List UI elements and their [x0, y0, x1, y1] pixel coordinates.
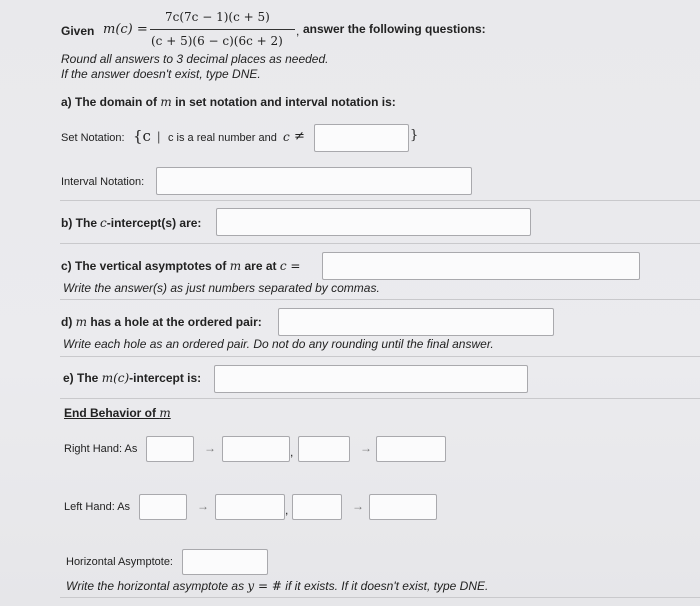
end-behavior-var: m — [159, 406, 171, 420]
set-var: c — [283, 130, 290, 144]
part-a-prefix: a) The domain of — [61, 95, 157, 109]
part-d-suffix: has a hole at the ordered pair: — [90, 315, 262, 329]
right-arrow-icon: → — [360, 441, 372, 455]
m-intercept-input[interactable] — [214, 365, 528, 393]
divider — [60, 243, 700, 244]
left-comma: , — [285, 503, 289, 517]
horizontal-asymptote-input[interactable] — [182, 549, 268, 575]
right-comma: , — [290, 445, 294, 459]
part-c-note: Write the answer(s) as just numbers separated by commas. — [63, 281, 380, 295]
dne-note: If the answer doesn't exist, type DNE. — [61, 67, 261, 81]
right-x-input[interactable] — [146, 436, 194, 462]
numerator: 7c(7c − 1)(c + 5) — [165, 10, 270, 24]
header-comma: , — [296, 24, 300, 38]
ha-note-suffix: if it exists. If it doesn't exist, type DNE. — [285, 579, 489, 593]
divider — [60, 299, 700, 300]
part-e-prefix: e) The — [63, 371, 99, 385]
horizontal-asymptote-label: Horizontal Asymptote: — [66, 556, 173, 568]
part-a-var: m — [160, 95, 172, 109]
part-b-prefix: b) The — [61, 216, 97, 230]
part-d-heading — [61, 315, 262, 329]
part-a-suffix: in set notation and interval notation is: — [175, 95, 396, 109]
part-c-var2: c = — [279, 259, 301, 273]
set-condition-text: c is a real number and — [168, 132, 277, 144]
left-x-input[interactable] — [139, 494, 187, 520]
part-c-mid: are at — [244, 259, 277, 273]
denominator: (c + 5)(6 − c)(6c + 2) — [151, 34, 283, 48]
ha-note-prefix: Write the horizontal asymptote as — [66, 579, 245, 593]
part-b-heading — [61, 216, 201, 230]
interval-notation-input[interactable] — [156, 167, 472, 195]
horizontal-asymptote-note — [66, 579, 488, 593]
left-y-limit-input[interactable] — [369, 494, 437, 520]
part-b-suffix: -intercept(s) are: — [106, 216, 202, 230]
right-y-limit-input[interactable] — [376, 436, 446, 462]
part-c-prefix: c) The vertical asymptotes of — [61, 259, 227, 273]
part-e-heading — [63, 371, 201, 385]
c-intercepts-input[interactable] — [216, 208, 531, 236]
divider — [60, 356, 700, 357]
end-behavior-title — [64, 406, 171, 420]
hole-ordered-pair-input[interactable] — [278, 308, 554, 336]
left-arrow-icon: → — [352, 499, 364, 513]
part-e-var: m(c) — [101, 371, 130, 385]
left-x-limit-input[interactable] — [215, 494, 285, 520]
set-bar: | — [157, 129, 161, 144]
left-y-input[interactable] — [292, 494, 342, 520]
header-instruction: answer the following questions: — [303, 22, 486, 36]
right-y-input[interactable] — [298, 436, 350, 462]
part-d-note: Write each hole as an ordered pair. Do not do any rounding until the final answer. — [63, 337, 494, 351]
divider — [60, 597, 700, 598]
part-c-var: m — [229, 259, 242, 273]
part-b-var: c — [100, 216, 107, 230]
function-name: m(c) = — [103, 22, 148, 37]
part-c-heading — [61, 259, 300, 273]
right-arrow-icon: → — [204, 441, 216, 455]
part-d-var: m — [75, 315, 88, 329]
right-x-limit-input[interactable] — [222, 436, 290, 462]
divider — [60, 200, 700, 201]
given-label: Given — [61, 24, 95, 38]
vertical-asymptotes-input[interactable] — [322, 252, 640, 280]
divider — [60, 398, 700, 399]
round-note: Round all answers to 3 decimal places as needed. — [61, 52, 329, 66]
part-a-heading — [61, 95, 396, 109]
not-equal-sign: ≠ — [294, 129, 305, 144]
part-e-suffix: -intercept is: — [129, 371, 202, 385]
set-open-brace: {c — [133, 127, 151, 145]
set-notation-label: Set Notation: — [61, 132, 125, 144]
set-close-brace: } — [410, 128, 419, 143]
ha-note-eq: y = # — [247, 579, 282, 593]
right-hand-label: Right Hand: As — [64, 443, 138, 455]
end-behavior-prefix: End Behavior of — [64, 406, 157, 420]
set-notation-input[interactable] — [314, 124, 409, 152]
left-arrow-icon: → — [197, 499, 209, 513]
left-hand-label: Left Hand: As — [64, 501, 131, 513]
part-d-prefix: d) — [61, 315, 73, 329]
fraction-bar — [150, 29, 295, 30]
interval-notation-label: Interval Notation: — [61, 176, 145, 188]
